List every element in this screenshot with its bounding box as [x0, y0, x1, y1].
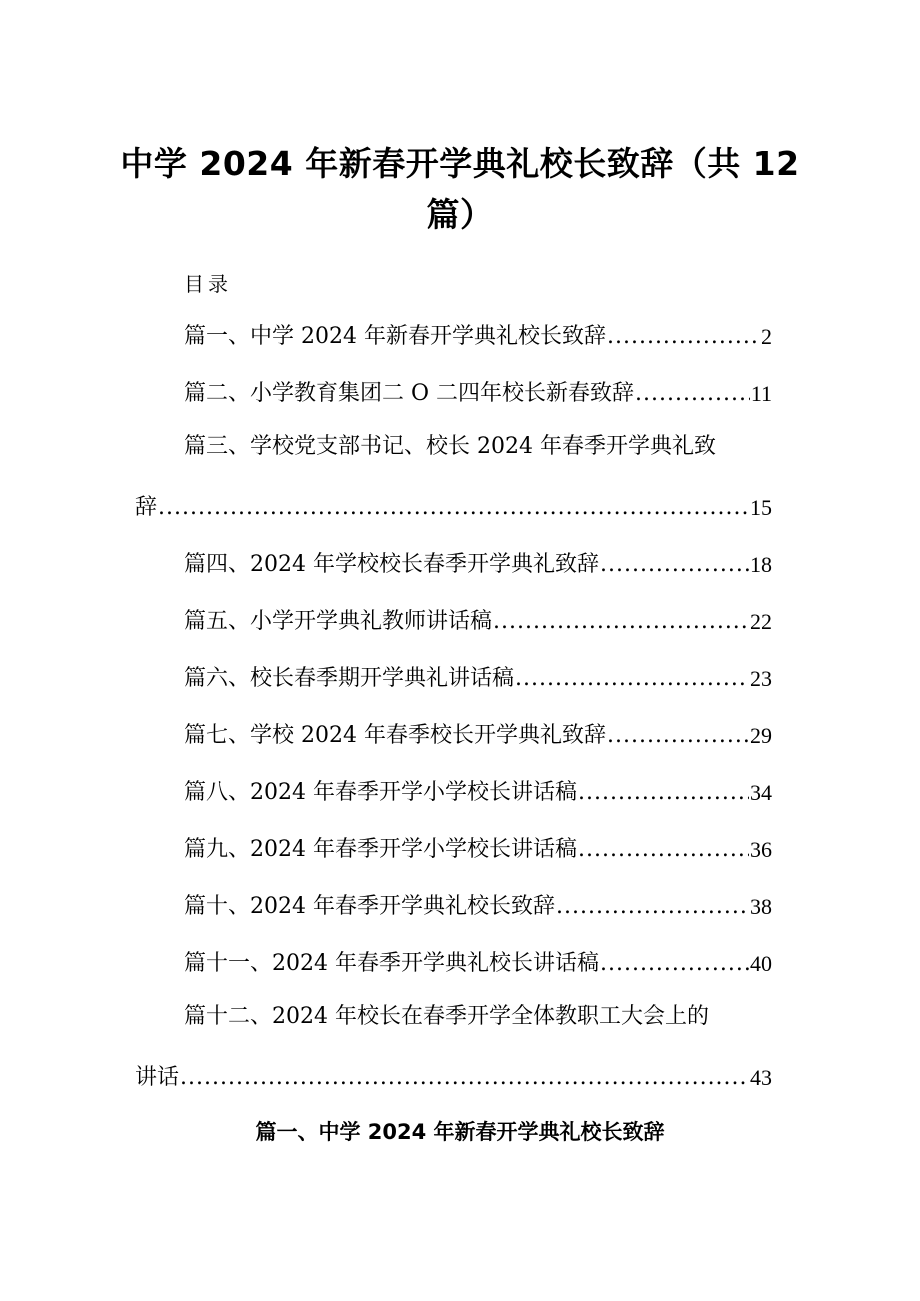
- toc-page-number: 34: [750, 780, 772, 805]
- toc-page-number: 15: [750, 495, 772, 520]
- toc-entry-10[interactable]: [184, 888, 772, 922]
- toc-entry-3[interactable]: [184, 432, 744, 466]
- toc-page-number: 40: [750, 951, 772, 976]
- toc-heading: 目录: [184, 272, 232, 296]
- toc-leader-dots: [607, 721, 749, 751]
- toc-entry-3-continued[interactable]: [135, 489, 772, 523]
- toc-entry-12-continued[interactable]: [135, 1059, 772, 1093]
- section-heading: 篇一、中学 2024 年新春开学典礼校长致辞: [255, 1120, 665, 1144]
- toc-entry-7[interactable]: [184, 717, 772, 751]
- toc-entry-12[interactable]: [184, 1002, 744, 1036]
- toc-entry-label: 篇六、校长春季期开学典礼讲话稿: [184, 666, 515, 691]
- toc-leader-dots: [578, 778, 749, 808]
- toc-entry-11[interactable]: [184, 945, 772, 979]
- document-title-line-1: 中学 2024 年新春开学典礼校长致辞（共 12: [120, 144, 800, 183]
- toc-page-number: 22: [750, 609, 772, 634]
- toc-page-number: 11: [750, 381, 772, 406]
- toc-entry-label: 篇九、2024 年春季开学小学校长讲话稿: [184, 837, 577, 862]
- toc-entry-label-continued: 辞: [135, 495, 158, 520]
- toc-entry-label: 篇四、2024 年学校校长春季开学典礼致辞: [184, 552, 599, 577]
- toc-entry-5[interactable]: [184, 603, 772, 637]
- toc-leader-dots: [600, 949, 749, 979]
- toc-entry-6[interactable]: [184, 660, 772, 694]
- toc-page-number: 38: [750, 894, 772, 919]
- document-title-line-2: 篇）: [426, 195, 494, 234]
- toc-entry-label: 篇二、小学教育集团二 O 二四年校长新春致辞: [184, 381, 635, 406]
- toc-entry-label: 篇三、学校党支部书记、校长 2024 年春季开学典礼致: [184, 434, 716, 459]
- toc-entry-2[interactable]: [184, 375, 772, 409]
- toc-entry-label: 篇十二、2024 年校长在春季开学全体教职工大会上的: [184, 1004, 709, 1029]
- toc-page-number: 23: [750, 666, 772, 691]
- toc-leader-dots: [180, 1063, 749, 1093]
- toc-entry-1[interactable]: [184, 318, 772, 352]
- toc-entry-label: 篇八、2024 年春季开学小学校长讲话稿: [184, 780, 577, 805]
- toc-leader-dots: [578, 835, 749, 865]
- toc-leader-dots: [515, 664, 749, 694]
- toc-leader-dots: [493, 607, 749, 637]
- toc-entry-9[interactable]: [184, 831, 772, 865]
- toc-entry-label: 篇五、小学开学典礼教师讲话稿: [184, 609, 493, 634]
- toc-entry-8[interactable]: [184, 774, 772, 808]
- toc-page-number: 36: [750, 837, 772, 862]
- toc-leader-dots: [600, 550, 749, 580]
- toc-page-number: 29: [750, 723, 772, 748]
- toc-entry-label-continued: 讲话: [135, 1065, 180, 1090]
- toc-leader-dots: [607, 322, 760, 352]
- toc-page-number: 18: [750, 552, 772, 577]
- toc-leader-dots: [635, 379, 750, 409]
- toc-entry-label: 篇十、2024 年春季开学典礼校长致辞: [184, 894, 555, 919]
- toc-entry-4[interactable]: [184, 546, 772, 580]
- toc-page-number: 43: [750, 1065, 772, 1090]
- toc-leader-dots: [556, 892, 749, 922]
- toc-entry-label: 篇一、中学 2024 年新春开学典礼校长致辞: [184, 324, 606, 349]
- toc-entry-label: 篇七、学校 2024 年春季校长开学典礼致辞: [184, 723, 606, 748]
- toc-page-number: 2: [761, 324, 772, 349]
- toc-entry-label: 篇十一、2024 年春季开学典礼校长讲话稿: [184, 951, 599, 976]
- toc-leader-dots: [158, 493, 749, 523]
